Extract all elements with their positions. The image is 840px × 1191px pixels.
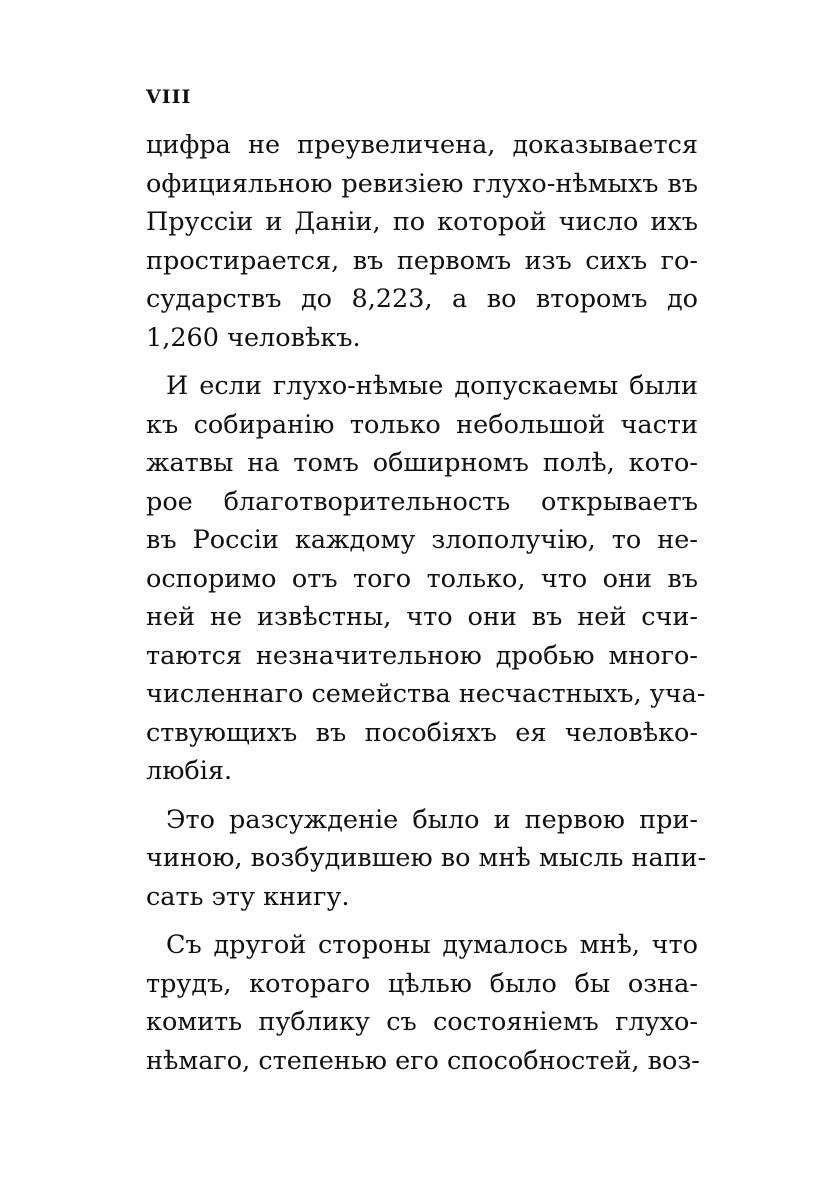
text-line: 1,260 человѣкъ. <box>146 322 361 353</box>
text-line: рое благотворительность открываетъ <box>146 486 698 517</box>
paragraph-1 <box>146 126 698 357</box>
paragraph-3 <box>146 801 707 917</box>
text-line: Съ другой стороны думалось мнѣ, что <box>166 930 698 960</box>
paragraph-4 <box>146 926 698 1080</box>
text-line: чиною, возбудившею во мнѣ мысль напи- <box>146 843 707 873</box>
text-line: И если глухо-нѣмые допускаемы были <box>166 371 698 401</box>
text-line: комить публику съ состояніемъ глухо- <box>146 1007 698 1037</box>
body-text <box>146 126 707 1090</box>
text-line: любія. <box>146 756 233 786</box>
text-line: оспоримо отъ того только, что они въ <box>146 563 698 594</box>
text-line: численнаго семейства несчастныхъ, уча- <box>146 679 706 709</box>
text-line: въ Россіи каждому злополучію, то не- <box>146 525 698 555</box>
text-line: жатвы на томъ обширномъ полѣ, кото- <box>146 448 698 478</box>
page-number: VIII <box>146 86 192 108</box>
paragraph-2 <box>146 367 706 791</box>
text-line: Пруссіи и Даніи, по которой число ихъ <box>146 207 698 237</box>
text-line: сать эту книгу. <box>146 881 350 912</box>
text-line: таются незначительною дробью много- <box>146 640 698 671</box>
text-line: официяльною ревизіею глухо-нѣмыхъ въ <box>146 168 698 199</box>
text-line: ствующихъ въ пособіяхъ ея человѣко- <box>146 717 698 748</box>
text-line: сударствъ до 8,223, а во второмъ до <box>146 284 698 314</box>
text-line: трудъ, котораго цѣлью было бы озна- <box>146 968 698 999</box>
text-line: цифра не преувеличена, доказывается <box>146 130 698 160</box>
text-line: нѣмаго, степенью его способностей, воз- <box>146 1045 700 1076</box>
text-line: ней не извѣстны, что они въ ней счи- <box>146 602 698 632</box>
text-line: Это разсужденіе было и первою при- <box>166 804 698 835</box>
text-line: къ собиранію только небольшой части <box>146 409 698 440</box>
text-line: простирается, въ первомъ изъ сихъ го- <box>146 245 698 276</box>
